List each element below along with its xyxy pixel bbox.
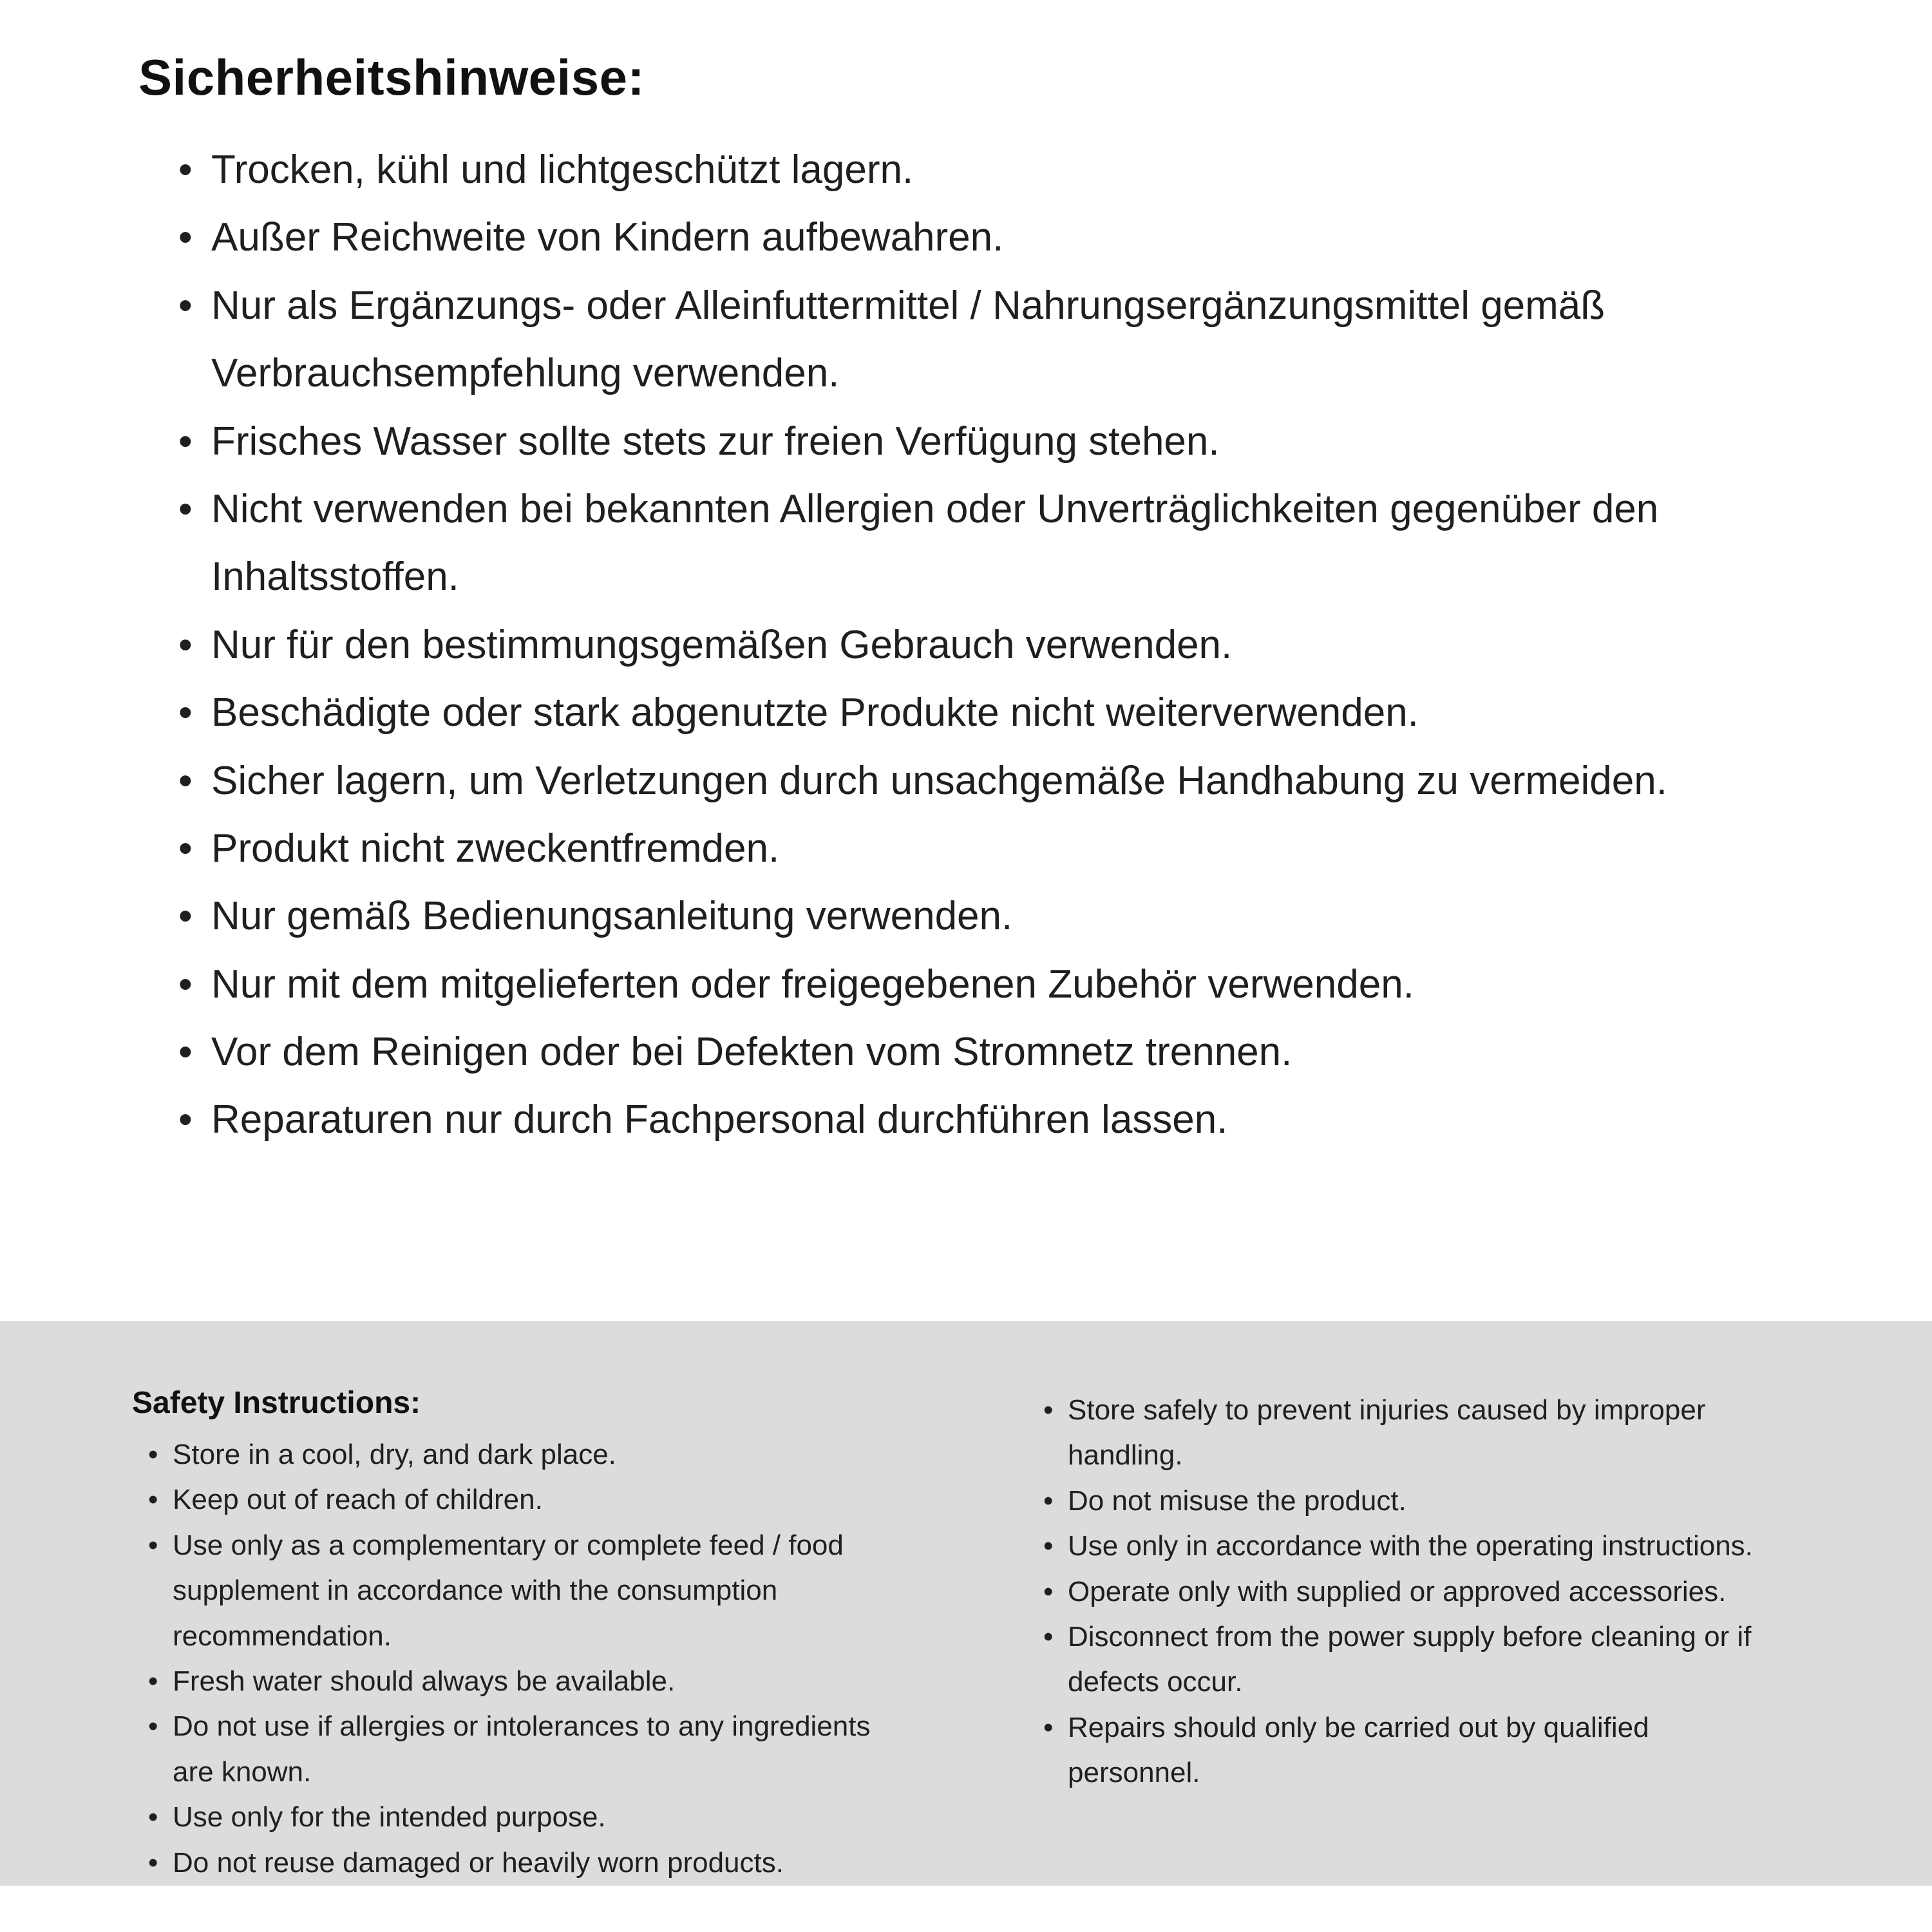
german-instruction-item — [178, 475, 1685, 611]
bullet-marker: • — [148, 1801, 158, 1833]
bullet-marker: • — [178, 486, 193, 531]
bullet-marker: • — [1043, 1711, 1054, 1743]
german-instruction-item — [178, 136, 1685, 204]
english-section-title: Safety Instructions: — [132, 1386, 421, 1420]
bullet-marker: • — [1043, 1530, 1054, 1562]
german-instruction-text: Nur mit dem mitgelieferten oder freigegebenen Zubehör verwenden. — [211, 961, 1414, 1007]
english-instruction-item — [148, 1432, 876, 1477]
english-instruction-text: Do not reuse damaged or heavily worn products. — [173, 1846, 784, 1879]
bullet-marker: • — [178, 1097, 193, 1142]
german-instruction-item — [178, 611, 1685, 679]
english-instruction-text: Do not use if allergies or intolerances to any ingredients are known. — [173, 1710, 871, 1788]
bullet-marker: • — [178, 826, 193, 871]
german-instruction-text: Sicher lagern, um Verletzungen durch unsachgemäße Handhabung zu vermeiden. — [211, 758, 1667, 803]
bullet-marker: • — [148, 1484, 158, 1516]
bullet-marker: • — [178, 690, 193, 735]
english-section — [0, 1321, 1932, 1886]
german-instruction-item — [178, 1018, 1685, 1086]
bullet-marker: • — [1043, 1620, 1054, 1653]
bullet-marker: • — [178, 283, 193, 328]
english-instruction-item — [1043, 1615, 1771, 1705]
german-instruction-text: Trocken, kühl und lichtgeschützt lagern. — [211, 147, 914, 192]
english-instruction-text: Disconnect from the power supply before cleaning or if defects occur. — [1068, 1620, 1752, 1698]
german-instruction-item — [178, 882, 1685, 950]
english-instruction-item — [1043, 1705, 1771, 1796]
german-instruction-item — [178, 815, 1685, 882]
bullet-marker: • — [148, 1710, 158, 1743]
english-left-column — [132, 1385, 1043, 1886]
german-section-title: Sicherheitshinweise: — [138, 49, 645, 106]
bullet-marker: • — [178, 1030, 193, 1075]
german-instruction-text: Reparaturen nur durch Fachpersonal durchführen lassen. — [211, 1097, 1228, 1142]
english-instruction-text: Do not misuse the product. — [1068, 1484, 1406, 1517]
english-instruction-item — [148, 1659, 876, 1704]
english-right-column — [1043, 1385, 1848, 1886]
german-instruction-item — [178, 1086, 1685, 1153]
german-instruction-text: Vor dem Reinigen oder bei Defekten vom Stromnetz trennen. — [211, 1030, 1293, 1075]
german-instruction-text: Beschädigte oder stark abgenutzte Produkte nicht weiterverwenden. — [211, 690, 1419, 735]
english-instruction-text: Use only for the intended purpose. — [173, 1801, 606, 1833]
english-instruction-item — [1043, 1569, 1771, 1615]
german-instruction-item — [178, 204, 1685, 271]
bullet-marker: • — [148, 1665, 158, 1697]
bullet-marker: • — [1043, 1575, 1054, 1607]
english-instruction-item — [148, 1523, 876, 1659]
bullet-marker: • — [178, 961, 193, 1007]
english-instruction-item — [1043, 1479, 1771, 1524]
german-instruction-text: Frisches Wasser sollte stets zur freien Verfügung stehen. — [211, 419, 1220, 464]
bullet-marker: • — [1043, 1484, 1054, 1517]
english-instruction-text: Operate only with supplied or approved accessories. — [1068, 1575, 1727, 1607]
german-instruction-text: Nur gemäß Bedienungsanleitung verwenden. — [211, 894, 1013, 939]
english-instruction-item — [148, 1704, 876, 1795]
english-instruction-item — [148, 1477, 876, 1522]
german-instruction-item — [178, 951, 1685, 1018]
english-instruction-text: Use only in accordance with the operating instructions. — [1068, 1530, 1753, 1562]
english-instruction-text: Use only as a complementary or complete feed / food supplement in accordance with the consumption recommendation. — [173, 1529, 844, 1652]
german-instruction-text: Produkt nicht zweckentfremden. — [211, 826, 780, 871]
bullet-marker: • — [178, 215, 193, 260]
english-instruction-item — [1043, 1524, 1771, 1569]
german-instruction-list — [178, 136, 1685, 1154]
english-instruction-text: Keep out of reach of children. — [173, 1484, 543, 1516]
german-instruction-text: Nur als Ergänzungs- oder Alleinfuttermittel / Nahrungsergänzungsmittel gemäß Verbrauchsempfehlung verwenden. — [211, 283, 1605, 396]
english-instruction-text: Fresh water should always be available. — [173, 1665, 676, 1697]
bullet-marker: • — [148, 1529, 158, 1561]
bullet-marker: • — [148, 1439, 158, 1470]
german-instruction-text: Außer Reichweite von Kindern aufbewahren. — [211, 215, 1004, 260]
german-instruction-text: Nicht verwenden bei bekannten Allergien oder Unverträglichkeiten gegenüber den Inhaltsstoffen. — [211, 486, 1659, 600]
german-instruction-text: Nur für den bestimmungsgemäßen Gebrauch verwenden. — [211, 622, 1233, 667]
english-instruction-item — [148, 1841, 876, 1886]
english-instruction-text: Store safely to prevent injuries caused by improper handling. — [1068, 1394, 1706, 1472]
english-instruction-item — [148, 1795, 876, 1840]
english-instruction-list-left — [148, 1432, 876, 1886]
english-instruction-text: Repairs should only be carried out by qualified personnel. — [1068, 1711, 1649, 1789]
bullet-marker: • — [178, 894, 193, 939]
bullet-marker: • — [178, 147, 193, 192]
bullet-marker: • — [1043, 1394, 1054, 1426]
german-instruction-item — [178, 272, 1685, 408]
bullet-marker: • — [178, 622, 193, 667]
english-instruction-list-right — [1043, 1388, 1771, 1796]
bullet-marker: • — [178, 419, 193, 464]
german-instruction-item — [178, 679, 1685, 746]
german-instruction-item — [178, 747, 1685, 815]
bullet-marker: • — [148, 1846, 158, 1879]
english-instruction-item — [1043, 1388, 1771, 1479]
english-instruction-text: Store in a cool, dry, and dark place. — [173, 1439, 616, 1470]
german-instruction-item — [178, 408, 1685, 475]
bullet-marker: • — [178, 758, 193, 803]
